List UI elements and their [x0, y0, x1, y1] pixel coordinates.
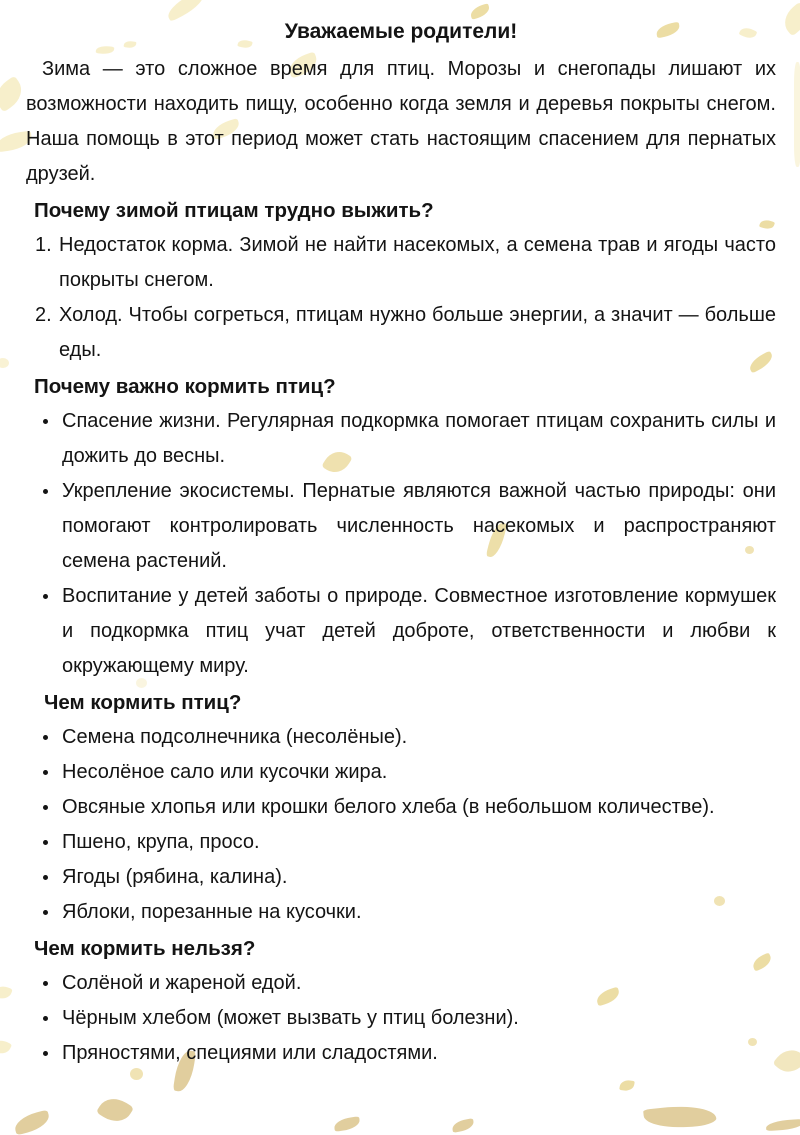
list-item-text: Ягоды (рябина, калина).: [62, 866, 288, 888]
list-number: 2.: [35, 304, 52, 326]
leaf-icon: [766, 1119, 800, 1131]
section-what-to-feed: [26, 686, 776, 930]
bullet-icon: [43, 735, 48, 740]
bulleted-list: [26, 966, 776, 1071]
bulleted-list: [26, 720, 776, 930]
list-item: [26, 825, 776, 860]
bullet-icon: [43, 770, 48, 775]
list-item: [26, 228, 776, 298]
list-item-text: Несолёное сало или кусочки жира.: [62, 761, 388, 783]
numbered-list: [26, 228, 776, 368]
list-item-text: Пряностями, специями или сладостями.: [62, 1042, 438, 1064]
section-heading: Чем кормить птиц?: [44, 691, 242, 714]
bullet-icon: [43, 875, 48, 880]
list-item: [26, 404, 776, 474]
bullet-icon: [43, 910, 48, 915]
bullet-icon: [43, 981, 48, 986]
list-item: [26, 1036, 776, 1071]
bullet-icon: [43, 840, 48, 845]
leaf-icon: [643, 1102, 717, 1131]
list-item-text: Воспитание у детей заботы о природе. Совместное изготовление кормушек и подкормка птиц учат детей доброте, ответственности и любви к окружающему миру.: [62, 585, 776, 677]
bullet-icon: [43, 489, 48, 494]
list-item: [26, 298, 776, 368]
list-item: [26, 895, 776, 930]
bullet-icon: [43, 594, 48, 599]
list-item-text: Семена подсолнечника (несолёные).: [62, 726, 408, 748]
page-title: Уважаемые родители!: [284, 20, 518, 43]
list-item: [26, 579, 776, 684]
section-why-feed-birds: [26, 370, 776, 684]
bullet-icon: [43, 419, 48, 424]
list-item-text: Недостаток корма. Зимой не найти насекомых, а семена трав и ягоды часто покрыты снегом.: [59, 234, 776, 291]
leaf-icon: [619, 1079, 635, 1092]
list-item-text: Пшено, крупа, просо.: [62, 831, 260, 853]
leaf-icon: [96, 1092, 134, 1128]
leaf-icon: [333, 1116, 360, 1132]
list-item: [26, 474, 776, 579]
section-what-not-to-feed: [26, 932, 776, 1071]
list-item-text: Спасение жизни. Регулярная подкормка помогает птицам сохранить силы и дожить до весны.: [62, 410, 776, 467]
list-item-text: Чёрным хлебом (может вызвать у птиц болезни).: [62, 1007, 519, 1029]
section-heading: Почему зимой птицам трудно выжить?: [34, 199, 434, 222]
list-item-text: Солёной и жареной едой.: [62, 972, 302, 994]
bulleted-list: [26, 404, 776, 684]
list-item-text: Укрепление экосистемы. Пернатые являются важной частью природы: они помогают контролировать численность насекомых и распространяют семена растений.: [62, 480, 776, 572]
intro-paragraph: Зима — это сложное время для птиц. Морозы и снегопады лишают их возможности находить пищу, особенно когда земля и деревья покрыты снегом. Наша помощь в этот период может стать настоящим спасением для пернатых друзей.: [26, 58, 776, 185]
bullet-icon: [43, 1016, 48, 1021]
list-number: 1.: [35, 234, 52, 256]
list-item: [26, 790, 776, 825]
list-item: [26, 966, 776, 1001]
list-item-text: Холод. Чтобы согреться, птицам нужно больше энергии, а значит — больше еды.: [59, 304, 776, 361]
section-why-hard-to-survive: [26, 194, 776, 368]
list-item: [26, 755, 776, 790]
section-heading: Чем кормить нельзя?: [34, 937, 256, 960]
bullet-icon: [43, 1051, 48, 1056]
list-item-text: Яблоки, порезанные на кусочки.: [62, 901, 362, 923]
list-item: [26, 720, 776, 755]
list-item-text: Овсяные хлопья или крошки белого хлеба (в небольшом количестве).: [62, 796, 715, 818]
list-item: [26, 1001, 776, 1036]
list-item: [26, 860, 776, 895]
leaf-icon: [12, 1110, 51, 1135]
section-heading: Почему важно кормить птиц?: [34, 375, 336, 398]
bullet-icon: [43, 805, 48, 810]
